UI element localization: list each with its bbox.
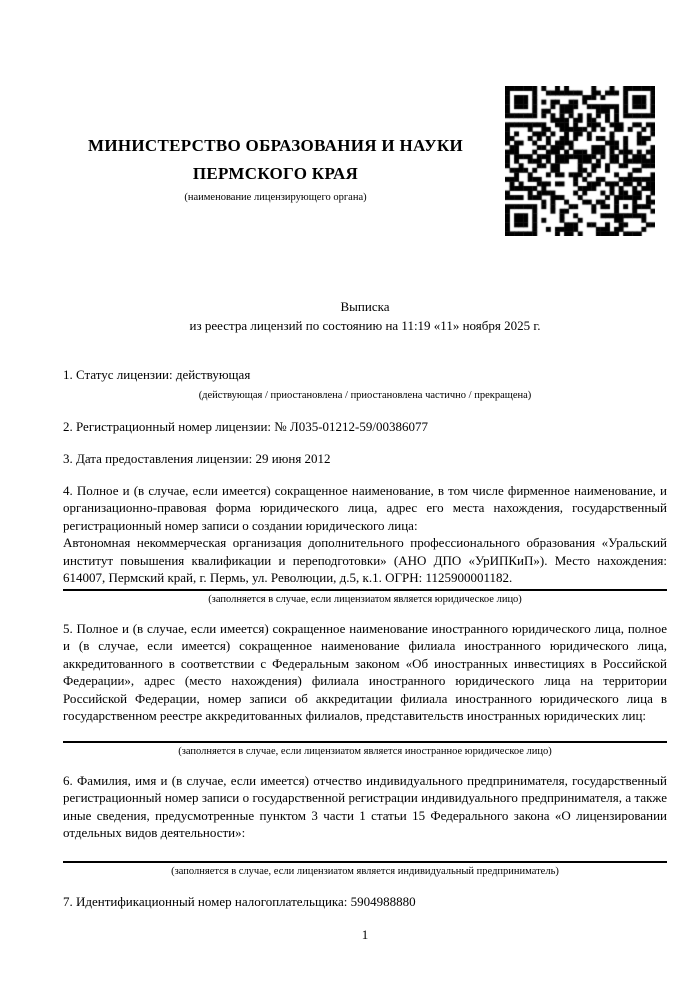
license-status-options-caption: (действующая / приостановлена / приостановлена частично / прекращена): [198, 389, 532, 401]
item-6-caption: (заполняется в случае, если лицензиатом является индивидуальный предприниматель): [171, 865, 559, 877]
license-status-text: 1. Статус лицензии: действующая: [63, 367, 251, 382]
page-number: 1: [361, 927, 369, 942]
item-3-license-grant-date: 3. Дата предоставления лицензии: 29 июня 2012: [63, 451, 331, 466]
item-4-value: Автономная некоммерческая организация дополнительного профессионального образования «Уральский институт повышения квалификации и переподготовки» (АНО ДПО «УрИПКиП»). Место нахождения: 614007, Пермский край, г. Пермь, ул. Революции, д.5, к.1. ОГРН: 1125900001182.: [63, 535, 667, 585]
item-6-individual-entrepreneur: [63, 772, 667, 878]
item-2-registration-number: 2. Регистрационный номер лицензии: № Л035-01212-59/00386077: [63, 418, 429, 434]
item-4-legal-entity: [63, 482, 667, 606]
document-title-line1: Выписка: [340, 299, 390, 314]
item-4-caption: (заполняется в случае, если лицензиатом является юридическое лицо): [208, 593, 522, 605]
fill-in-rule: [63, 861, 667, 863]
item-5-foreign-legal-entity: [63, 620, 667, 758]
ministry-name-line2: ПЕРМСКОГО КРАЯ: [192, 164, 359, 183]
ministry-name-line1: МИНИСТЕРСТВО ОБРАЗОВАНИЯ И НАУКИ: [87, 136, 464, 155]
item-1-license-status: [63, 366, 667, 402]
document-title-line2: из реестра лицензий по состоянию на 11:19 «11» ноября 2025 г.: [189, 318, 541, 333]
qr-code: [505, 86, 655, 236]
fill-in-rule: [63, 589, 667, 591]
document-title: [63, 297, 667, 335]
item-5-caption: (заполняется в случае, если лицензиатом является иностранное юридическое лицо): [178, 745, 552, 757]
licensing-authority-header: [63, 132, 488, 204]
item-5-label: 5. Полное и (в случае, если имеется) сокращенное наименование иностранного юридического лица, полное и (в случае, если имеется) сокращенное наименование филиала иностранного юридического лица, аккредитованного в соответствии с Федеральным законом «Об иностранных инвестициях в Российской Федерации», адрес (место нахождения) филиала иностранного юридического лица на территории Российской Федерации, номер записи об аккредитации филиала иностранного юридического лица в государственном реестре аккредитованных филиалов, представительств иностранных юридических лиц:: [63, 620, 667, 723]
item-7-taxpayer-id: 7. Идентификационный номер налогоплательщика: 5904988880: [63, 893, 416, 909]
document-body: [63, 366, 667, 910]
licensing-authority-caption: (наименование лицензирующего органа): [184, 192, 367, 203]
item-6-label: 6. Фамилия, имя и (в случае, если имеется) отчество индивидуального предпринимателя, государственный регистрационный номер записи о государственной регистрации индивидуального предпринимателя, а также иные сведения, предусмотренные пунктом 3 части 1 статьи 15 Федерального закона «О лицензировании отдельных видов деятельности»:: [63, 772, 667, 840]
fill-in-rule: [63, 741, 667, 743]
item-4-label: 4. Полное и (в случае, если имеется) сокращенное наименование, в том числе фирменное наименование, и организационно-правовая форма юридического лица, адрес его места нахождения, государственный регистрационный номер записи о создании юридического лица:: [63, 482, 667, 533]
